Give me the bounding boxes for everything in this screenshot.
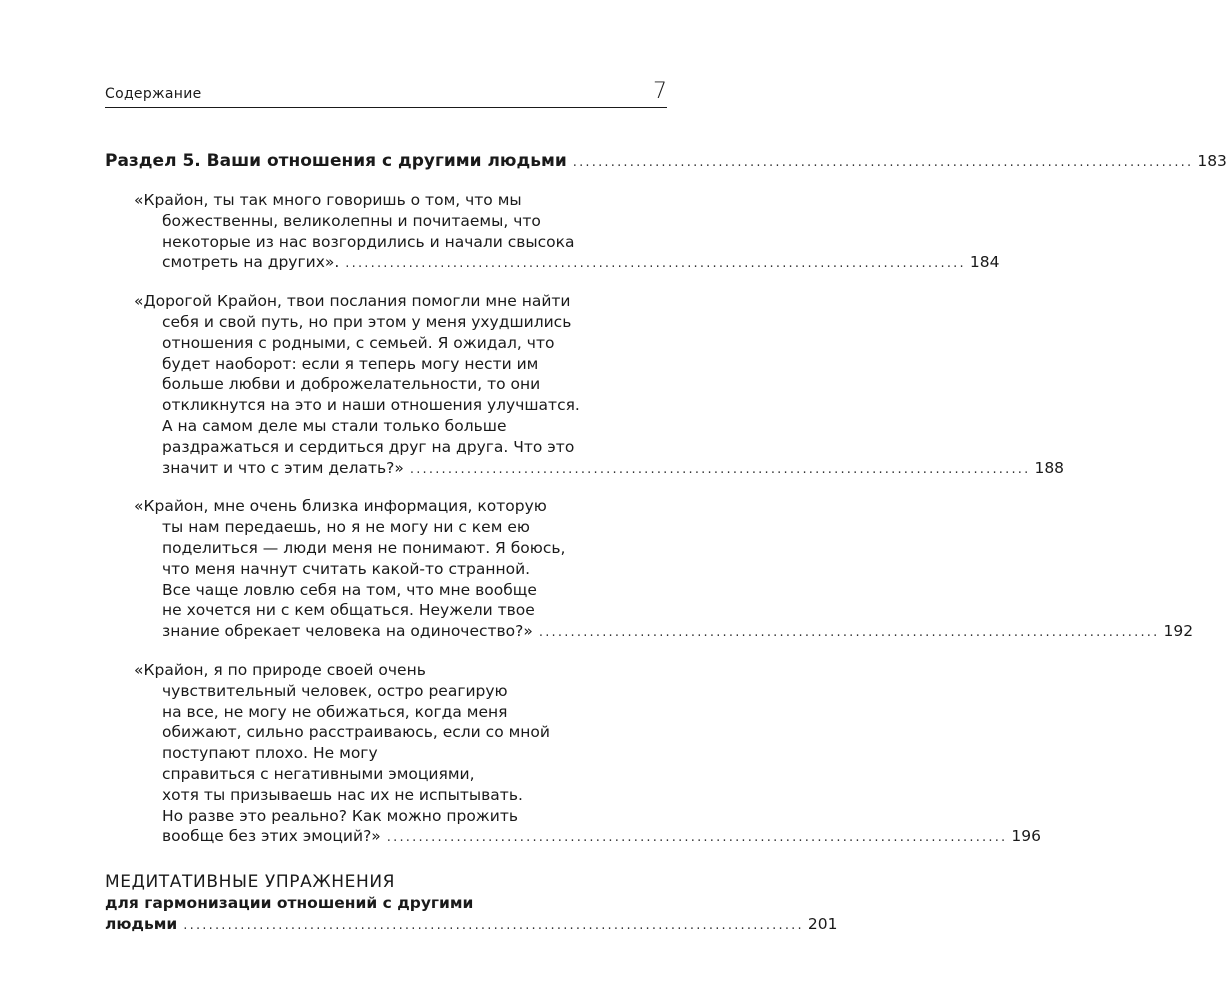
header-rule bbox=[105, 107, 667, 108]
meditations-subtitle: для гармонизации отношений с другими bbox=[105, 894, 474, 913]
meditations-last-line bbox=[105, 914, 838, 936]
toc-entry[interactable] bbox=[105, 660, 1041, 849]
meditations-page: 201 bbox=[807, 915, 838, 934]
entry-line: «Крайон, ты так много говоришь о том, что мы bbox=[134, 191, 522, 209]
running-head bbox=[105, 81, 667, 105]
entry-line: значит и что с этим делать?» bbox=[162, 458, 404, 477]
dot-leader: .................................................................................................. bbox=[409, 461, 1031, 477]
entry-line: раздражаться и сердиться друг на друга. Что это bbox=[162, 437, 575, 456]
toc-entry[interactable] bbox=[105, 496, 1194, 644]
entry-line: не хочется ни с кем общаться. Неужели твое bbox=[162, 601, 535, 620]
meditations-entry[interactable] bbox=[105, 871, 838, 936]
entry-line: отношения с родными, с семьей. Я ожидал, что bbox=[162, 333, 555, 352]
entry-last-line bbox=[105, 458, 1065, 481]
entry-line: хотя ты призываешь нас их не испытывать. bbox=[162, 785, 523, 804]
dot-leader: .................................................................................................. bbox=[345, 256, 966, 272]
entry-line: ты нам передаешь, но я не могу ни с кем ею bbox=[162, 518, 530, 537]
dot-leader: .................................................................................................. bbox=[183, 918, 804, 934]
entry-line: справиться с негативными эмоциями, bbox=[162, 764, 475, 783]
meditations-subtitle-end: людьми bbox=[105, 915, 178, 934]
entry-line: «Крайон, мне очень близка информация, которую bbox=[134, 497, 547, 516]
page-number: 7 bbox=[653, 79, 667, 104]
entry-line: смотреть на других». bbox=[162, 253, 340, 272]
entry-line: на все, не могу не обижаться, когда меня bbox=[162, 702, 508, 721]
dot-leader: .................................................................................................. bbox=[386, 830, 1008, 846]
toc-entry[interactable] bbox=[105, 190, 1000, 275]
toc-entry[interactable] bbox=[105, 291, 1065, 480]
meditations-title: МЕДИТАТИВНЫЕ УПРАЖНЕНИЯ bbox=[105, 872, 396, 893]
entry-line: «Дорогой Крайон, твои послания помогли мне найти bbox=[134, 292, 571, 311]
entry-line: себя и свой путь, но при этом у меня ухудшились bbox=[162, 312, 572, 331]
entry-line: божественны, великолепны и почитаемы, что bbox=[162, 211, 541, 230]
section-title: Раздел 5. Ваши отношения с другими людьми bbox=[105, 151, 567, 171]
entry-line: «Крайон, я по природе своей очень bbox=[134, 660, 426, 679]
entry-line: откликнутся на это и наши отношения улучшатся. bbox=[162, 396, 580, 415]
entry-line: А на самом деле мы стали только больше bbox=[162, 416, 507, 435]
entry-line: поделиться — люди меня не понимают. Я боюсь, bbox=[162, 538, 566, 557]
entry-line: обижают, сильно расстраиваюсь, если со мной bbox=[162, 723, 550, 742]
table-of-contents bbox=[105, 150, 1227, 936]
entry-page: 196 bbox=[1011, 827, 1041, 846]
section-heading[interactable] bbox=[105, 150, 1227, 174]
entry-page: 188 bbox=[1034, 458, 1065, 477]
section-page: 183 bbox=[1197, 152, 1227, 170]
entry-last-line bbox=[105, 621, 1194, 644]
entry-line: знание обрекает человека на одиночество?» bbox=[162, 622, 533, 641]
entry-page: 184 bbox=[969, 253, 1000, 272]
entry-line: чувствительный человек, остро реагирую bbox=[162, 681, 508, 700]
entry-line: Но разве это реально? Как можно прожить bbox=[162, 806, 519, 825]
entry-line: Все чаще ловлю себя на том, что мне вообще bbox=[162, 580, 537, 599]
entry-line: будет наоборот: если я теперь могу нести им bbox=[162, 354, 539, 373]
entry-line: что меня начнут считать какой-то странной. bbox=[162, 559, 531, 578]
dot-leader: .................................................................................................. bbox=[572, 155, 1194, 170]
entry-line: больше любви и доброжелательности, то они bbox=[162, 375, 541, 394]
entry-line: вообще без этих эмоций?» bbox=[162, 827, 381, 846]
dot-leader: .................................................................................................. bbox=[538, 625, 1160, 641]
running-title: Содержание bbox=[105, 86, 202, 102]
entry-line: поступают плохо. Не могу bbox=[162, 744, 378, 763]
entry-last-line bbox=[105, 252, 1000, 275]
entry-last-line bbox=[105, 826, 1041, 849]
entry-line: некоторые из нас возгордились и начали свысока bbox=[162, 232, 575, 251]
entry-page: 192 bbox=[1163, 622, 1194, 641]
